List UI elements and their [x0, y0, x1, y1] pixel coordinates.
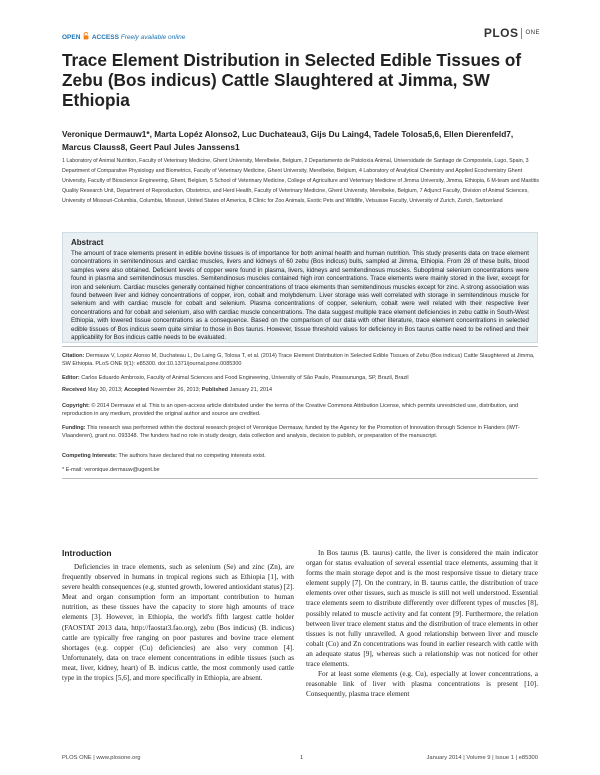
- copyright: Copyright: © 2014 Dermauw et al. This is an open-access article distributed under the terms of the Creative Commons Attribution License, which permits unrestricted use, distribution, and reproduction in any medium, provided the original author and source are credited.: [62, 403, 519, 417]
- introduction-heading: Introduction: [62, 548, 112, 558]
- dates: Received May 30, 2013; Accepted November 26, 2013; Published January 21, 2014: [62, 387, 273, 393]
- intro-right-column: [306, 548, 538, 699]
- abstract-heading: Abstract: [71, 238, 104, 247]
- intro-paragraph: For at least some elements (e.g. Cu), especially at lower concentrations, a reasonable link of liver with plasma concentrations is present [10]. Consequently, plasma trace element: [306, 670, 538, 699]
- meta-bottom-rule: [62, 478, 538, 479]
- intro-paragraph: Deficiencies in trace elements, such as selenium (Se) and zinc (Zn), are frequently observed in humans in tropical regions such as Ethiopia [1], with severe health consequences (e.g. stunted growth, lowered antioxidant status) [2]. Meat and organ consumption form an important contribution to human nutrition, as these tissues have the capacity to store high amounts of trace elements [3]. However, in Ethiopia, the world's fifth largest cattle holder (FAOSTAT 2013 data, http://faostat3.fao.org), zebu (Bos indicus) (B. indicus) cattle are typically free ranging on poor pastures and bovine trace element shortages (e.g. copper (Cu) deficiencies) are also very common [4]. Unfortunately, data on trace element concentrations in edible tissues (such as meat, liver, kidney, heart) of B. indicus cattle, the most commonly used cattle type in the tropics [5,6], and more specifically in Ethiopia, are absent.: [62, 563, 294, 683]
- open-access-banner: [62, 32, 185, 41]
- footer-issue: January 2014 | Volume 9 | Issue 1 | e85300: [426, 755, 538, 761]
- page-number: 1: [300, 755, 304, 761]
- paper-title: Trace Element Distribution in Selected Edible Tissues of Zebu (Bos indicus) Cattle Slaughtered at Jimma, SW Ethiopia: [62, 50, 522, 110]
- logo-sub: ONE: [525, 30, 540, 36]
- logo-divider: [521, 28, 522, 39]
- corresponding-email: * E-mail: veronique.dermauw@ugent.be: [62, 467, 160, 473]
- open-access-prefix: OPEN: [62, 34, 81, 41]
- competing-interests: Competing Interests: The authors have declared that no competing interests exist.: [62, 453, 266, 459]
- open-lock-icon: [83, 32, 89, 40]
- editor: Editor: Carlos Eduardo Ambrosio, Faculty of Animal Sciences and Food Engineering, University of São Paulo, Pirassununga, SP, Brazil, Brazil: [62, 375, 409, 381]
- citation: Citation: Dermauw V, Lopéz Alonso M, Duchateau L, Du Laing G, Tolosa T, et al. (2014) Trace Element Distribution in Selected Edible Tissues of Zebu (Bos indicus) Cattle Slaughtered at Jimma, SW Ethiopia. PLoS ONE 9(1): e85300. doi:10.1371/journal.pone.0085300: [62, 353, 535, 367]
- logo-main: PLOS: [483, 26, 519, 40]
- abstract-text: The amount of trace elements present in edible bovine tissues is of importance for both animal health and human nutrition. This study presents data on trace element concentrations in semitendinosus and cardiac muscles, livers and kidneys of 60 zebu (Bos indicus) bulls, sampled at Jimma, Ethiopia. From 28 of these bulls, blood samples were also obtained. Deficient levels of copper were found in plasma, livers, kidneys and semitendinosus muscles. Suboptimal selenium concentrations were found in plasma and semitendinosus muscles. Semitendinosus muscles contained high iron concentrations. Trace elements were mainly stored in the liver, except for iron and selenium. Cardiac muscles generally contained higher concentrations of trace elements than semitendinous muscles except for zinc. A strong association was found between liver and kidney concentrations of copper, iron, cobalt and molybdenum. Liver storage was well correlated with storage in semitendinous muscle for selenium and with cardiac muscle for cobalt and selenium. Plasma concentrations of copper, selenium, cobalt were well related with their respective liver concentrations and for cobalt and selenium, also with cardiac muscle concentrations. The data suggest multiple trace element deficiencies in zebu cattle in South-West Ethiopia, with lowered tissue concentrations as a consequence. Based on the comparison of our data with other literature, trace element concentrations in selected edible tissues of Bos indicus seem quite similar to those in Bos taurus. However, tissue threshold values for deficiency in Bos taurus cattle need to be refined and their applicability for Bos indicus cattle needs to be evaluated.: [71, 250, 529, 342]
- open-access-suffix: ACCESS: [91, 34, 119, 41]
- journal-header: [62, 26, 540, 46]
- plos-one-logo: [484, 26, 540, 40]
- meta-top-rule: [62, 346, 538, 347]
- intro-paragraph: In Bos taurus (B. taurus) cattle, the liver is considered the main indicator organ for status evaluation of several essential trace elements, assuming that it forms the main storage depot and is the most responsive tissue to dietary trace element supply [7]. On the contrary, in B. taurus cattle, the distribution of trace elements over other tissues, such as muscle is still not well understood. Essential trace elements seem to distribute differently over different types of muscles [8], possibly related to muscle activity and fat content [9]. Furthermore, the relation between liver trace element status and the distribution of trace elements in other tissues is not fully unravelled. A good relationship between liver and muscle cobalt (Co) and Zn concentrations was found in earlier research with cattle with an adequate status [9], whereas such a relationship was not noticed for other trace elements.: [306, 549, 538, 669]
- freely-available-text: Freely available online: [120, 34, 186, 41]
- author-list: Veronique Dermauw1*, Marta Lopéz Alonso2, Luc Duchateau3, Gijs Du Laing4, Tadele Tolosa5,6, Ellen Dierenfeld7, Marcus Clauss8, Geert Paul Jules Janssens1: [62, 129, 514, 152]
- footer-journal: PLOS ONE | www.plosone.org: [62, 755, 141, 761]
- affiliations: 1 Laboratory of Animal Nutrition, Faculty of Veterinary Medicine, Ghent University, Merelbeke, Belgium, 2 Departamento de Patoloxía Animal, Universidade de Santiago de Compostela, Lugo, Spain, 3 Department of Comparative Physiology and Biometrics, Faculty of Veterinary Medicine, Ghent University, Merelbeke, Belgium, 4 Laboratory of Analytical Chemistry and Applied Ecochemistry Ghent University, Faculty of Bioscience Engineering, Ghent, Belgium, 5 School of Veterinary Medicine, College of Agriculture and Veterinary Medicine of Jimma University, Jimma, Ethiopia, 6 M-team and Mastitis Quality Research Unit, Department of Reproduction, Obstetrics, and Herd Health, Faculty of Veterinary Medicine, Ghent University, Merelbeke, Belgium, 7 Adjunct Faculty, Division of Animal Sciences, University of Missouri-Columbia, Columbia, Missouri, United States of America, 8 Clinic for Zoo Animals, Exotic Pets and Wildlife, Vetsuisse Faculty, University of Zurich, Zurich, Switzerland: [62, 158, 540, 204]
- abstract-box: [62, 232, 538, 343]
- funding: Funding: This research was performed within the doctoral research project of Veronique Dermauw, funded by the Agency for the Promotion of Innovation through Science in Flanders (IWT-Vlaanderen), grant no. 093348. The funders had no role in study design, data collection and analysis, decision to publish, or preparation of the manuscript.: [62, 425, 520, 439]
- intro-left-column: [62, 562, 294, 683]
